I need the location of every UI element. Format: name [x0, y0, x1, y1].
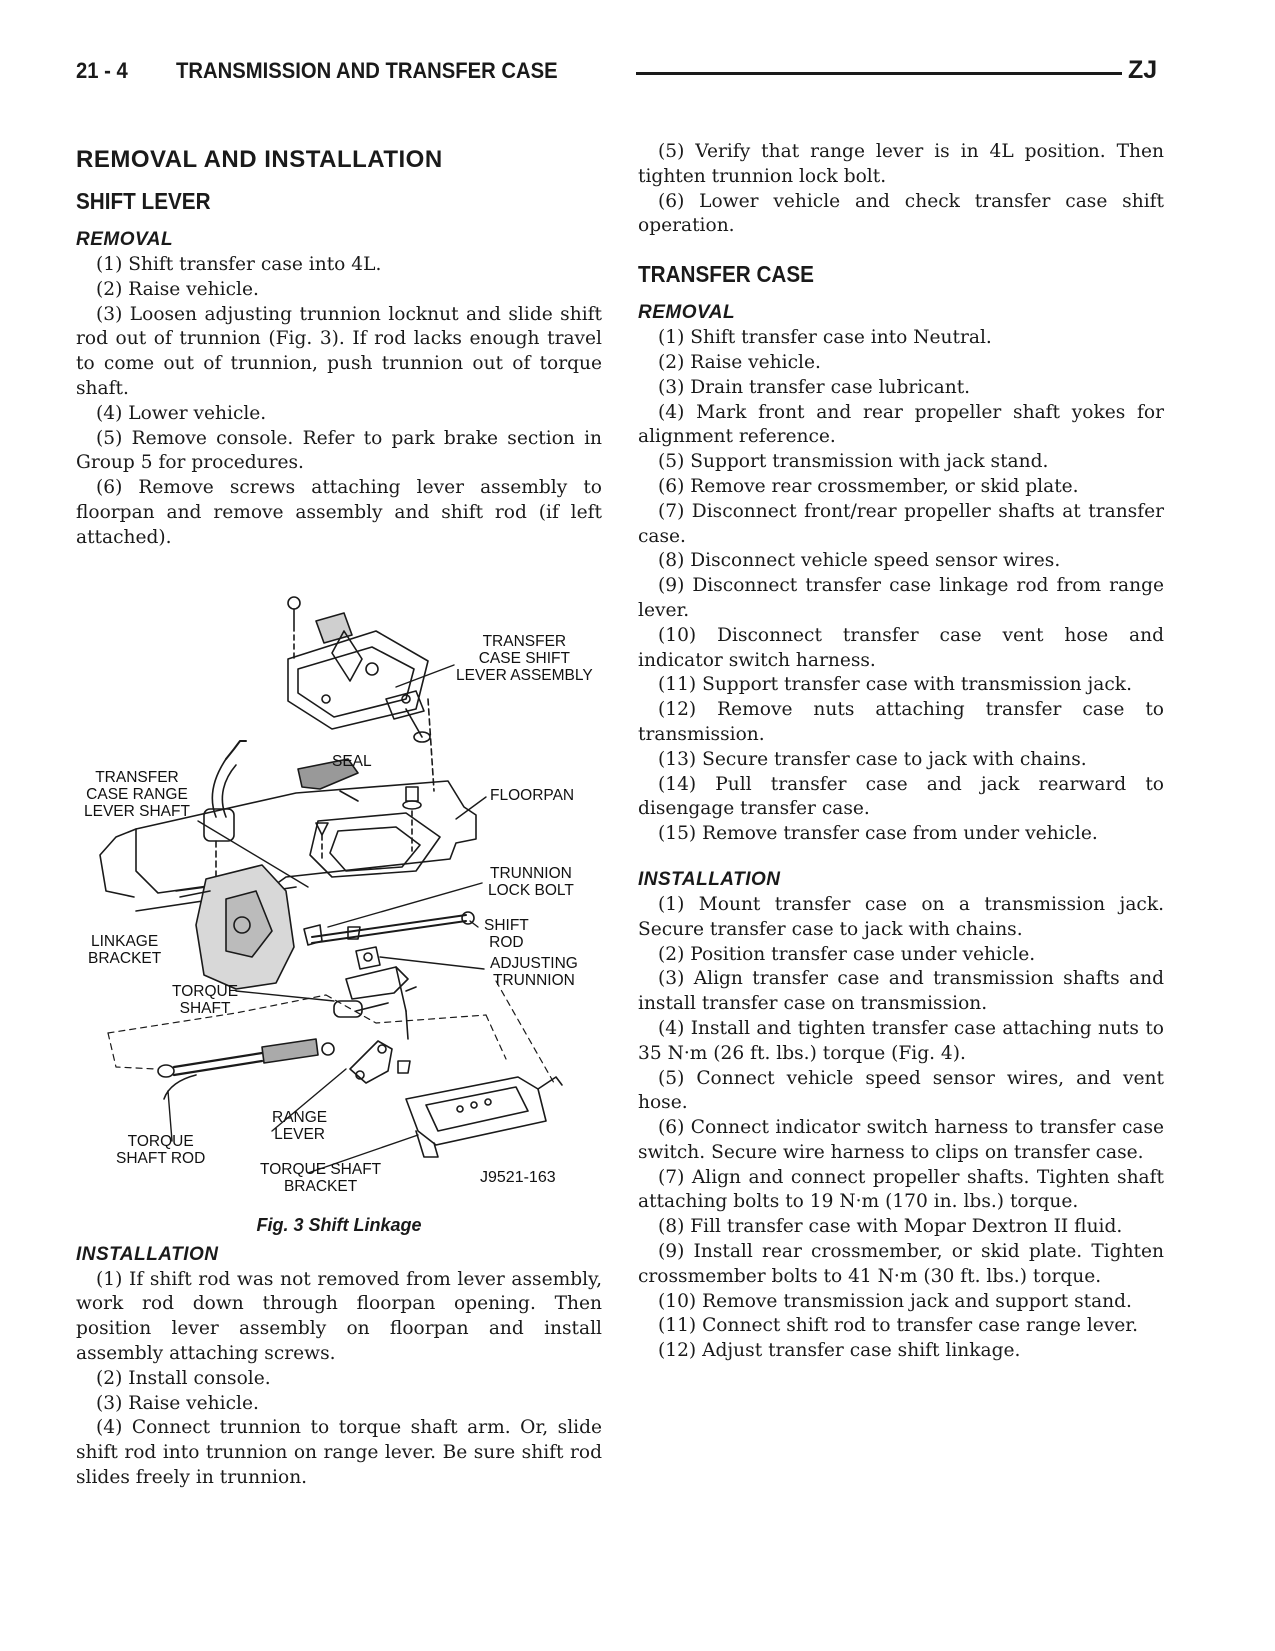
range-lever-part [350, 1041, 410, 1083]
tc-removal-step: (15) Remove transfer case from under vehicle. [658, 823, 1098, 845]
figure-caption: Fig. 3 Shift Linkage [256, 1214, 422, 1235]
figure-id: J9521-163 [480, 1168, 556, 1186]
shift-lever-heading: SHIFT LEVER [76, 188, 211, 214]
label-adjusting-trunnion: ADJUSTING TRUNNION [490, 954, 578, 989]
page-header [76, 56, 1156, 90]
label-shift-rod: SHIFT ROD [484, 916, 529, 951]
tc-installation-step: (2) Position transfer case under vehicle. [658, 943, 1036, 965]
label-torque-shaft-rod: TORQUE SHAFT ROD [116, 1132, 206, 1167]
left-column [76, 140, 602, 1491]
page-number: 21 - 4 [76, 58, 128, 83]
tc-removal-step: (1) Shift transfer case into Neutral. [658, 327, 992, 349]
tc-removal-step: (13) Secure transfer case to jack with chains. [658, 748, 1087, 770]
tc-installation-heading: INSTALLATION [638, 868, 781, 890]
label-linkage-bracket: LINKAGE BRACKET [88, 932, 162, 967]
installation-step: (1) If shift rod was not removed from lever assembly, work rod down through floorpan opening. Then position lever assembly on floorpan and install assembly attaching screws. [76, 1268, 602, 1364]
shift-rod-part [304, 912, 474, 945]
tc-installation-step: (10) Remove transmission jack and support stand. [658, 1290, 1132, 1312]
tc-removal-heading: REMOVAL [638, 302, 736, 324]
tc-installation-step: (6) Connect indicator switch harness to transfer case switch. Secure wire harness to clips on transfer case. [638, 1117, 1164, 1163]
label-trunnion-lock-bolt: TRUNNION LOCK BOLT [488, 864, 574, 899]
tc-removal-step: (2) Raise vehicle. [658, 351, 821, 373]
tc-installation-step: (11) Connect shift rod to transfer case range lever. [658, 1315, 1139, 1337]
removal-step: (6) Remove screws attaching lever assembly to floorpan and remove assembly and shift rod (if left attached). [76, 477, 602, 548]
removal-step: (1) Shift transfer case into 4L. [96, 254, 382, 275]
right-column [638, 140, 1164, 1364]
torque-shaft-rod-part [158, 1039, 334, 1099]
label-torque-shaft: TORQUE SHAFT [172, 982, 239, 1017]
label-range-lever: RANGE LEVER [272, 1108, 328, 1143]
removal-step: (3) Loosen adjusting trunnion locknut and slide shift rod out of trunnion (Fig. 3). If rod lacks enough travel to come out of trunnion, push trunnion out of torque shaft. [76, 303, 602, 399]
tc-removal-step: (11) Support transfer case with transmission jack. [658, 674, 1132, 696]
tc-installation-step: (1) Mount transfer case on a transmission jack. Secure transfer case to jack with chains. [638, 893, 1164, 940]
tc-installation-step: (7) Align and connect propeller shafts. Tighten shaft attaching bolts to 19 N·m (170 in. lbs.) torque. [638, 1166, 1164, 1213]
tc-installation-step: (9) Install rear crossmember, or skid plate. Tighten crossmember bolts to 41 N·m (30 ft. lbs.) torque. [638, 1241, 1164, 1287]
tc-removal-step: (9) Disconnect transfer case linkage rod from range lever. [638, 575, 1164, 621]
tc-removal-step: (8) Disconnect vehicle speed sensor wires. [658, 550, 1061, 572]
removal-step: (4) Lower vehicle. [96, 402, 267, 424]
label-range-lever-shaft: TRANSFER CASE RANGE LEVER SHAFT [84, 768, 190, 820]
tc-installation-step: (5) Connect vehicle speed sensor wires, and vent hose. [638, 1067, 1164, 1114]
tc-removal-step: (5) Support transmission with jack stand. [658, 451, 1049, 473]
tc-removal-step: (12) Remove nuts attaching transfer case to transmission. [638, 699, 1164, 745]
tc-removal-step: (3) Drain transfer case lubricant. [658, 376, 971, 398]
shift-linkage-figure [76, 591, 602, 1213]
installation-step: (4) Connect trunnion to torque shaft arm. Or, slide shift rod into trunnion on range lever. Be sure shift rod slides freely in trunnion. [76, 1417, 602, 1488]
removal-step: (2) Raise vehicle. [96, 278, 259, 300]
label-seal: SEAL [332, 752, 372, 770]
tc-removal-step: (14) Pull transfer case and jack rearward to disengage transfer case. [638, 773, 1164, 820]
torque-shaft-bracket-part [406, 1077, 562, 1157]
tc-removal-step: (6) Remove rear crossmember, or skid plate. [658, 475, 1079, 497]
range-lever-shaft [204, 741, 246, 891]
label-lever-assembly: TRANSFER CASE SHIFT LEVER ASSEMBLY [456, 632, 593, 684]
removal-step: (5) Remove console. Refer to park brake section in Group 5 for procedures. [76, 427, 602, 474]
continued-step: (5) Verify that range lever is in 4L position. Then tighten trunnion lock bolt. [638, 141, 1164, 187]
label-floorpan: FLOORPAN [490, 786, 575, 804]
installation-heading: INSTALLATION [76, 1243, 219, 1265]
tc-removal-step: (7) Disconnect front/rear propeller shafts at transfer case. [638, 500, 1164, 547]
tc-installation-step: (12) Adjust transfer case shift linkage. [658, 1340, 1021, 1362]
tc-installation-step: (3) Align transfer case and transmission shafts and install transfer case on transmission. [638, 968, 1164, 1015]
torque-shaft-part [334, 947, 416, 1039]
label-torque-shaft-bracket: TORQUE SHAFT BRACKET [260, 1160, 382, 1195]
transfer-case-heading: TRANSFER CASE [638, 261, 814, 288]
shift-linkage-drawing [76, 591, 602, 1213]
header-rule [636, 72, 1122, 75]
tc-installation-step: (8) Fill transfer case with Mopar Dextron II fluid. [658, 1216, 1123, 1238]
lever-screw [288, 597, 300, 661]
main-heading: REMOVAL AND INSTALLATION [76, 146, 443, 173]
removal-heading: REMOVAL [76, 229, 174, 250]
linkage-bracket-part [180, 865, 294, 989]
tc-removal-step: (10) Disconnect transfer case vent hose and indicator switch harness. [638, 624, 1164, 671]
vehicle-code: ZJ [1128, 56, 1158, 84]
tc-removal-step: (4) Mark front and rear propeller shaft yokes for alignment reference. [638, 401, 1164, 448]
section-title: TRANSMISSION AND TRANSFER CASE [176, 58, 558, 83]
tc-installation-step: (4) Install and tighten transfer case attaching nuts to 35 N·m (26 ft. lbs.) torque (Fig. 4). [638, 1017, 1164, 1064]
continued-step: (6) Lower vehicle and check transfer case shift operation. [638, 190, 1164, 237]
installation-step: (2) Install console. [96, 1367, 271, 1389]
installation-step: (3) Raise vehicle. [96, 1392, 259, 1414]
